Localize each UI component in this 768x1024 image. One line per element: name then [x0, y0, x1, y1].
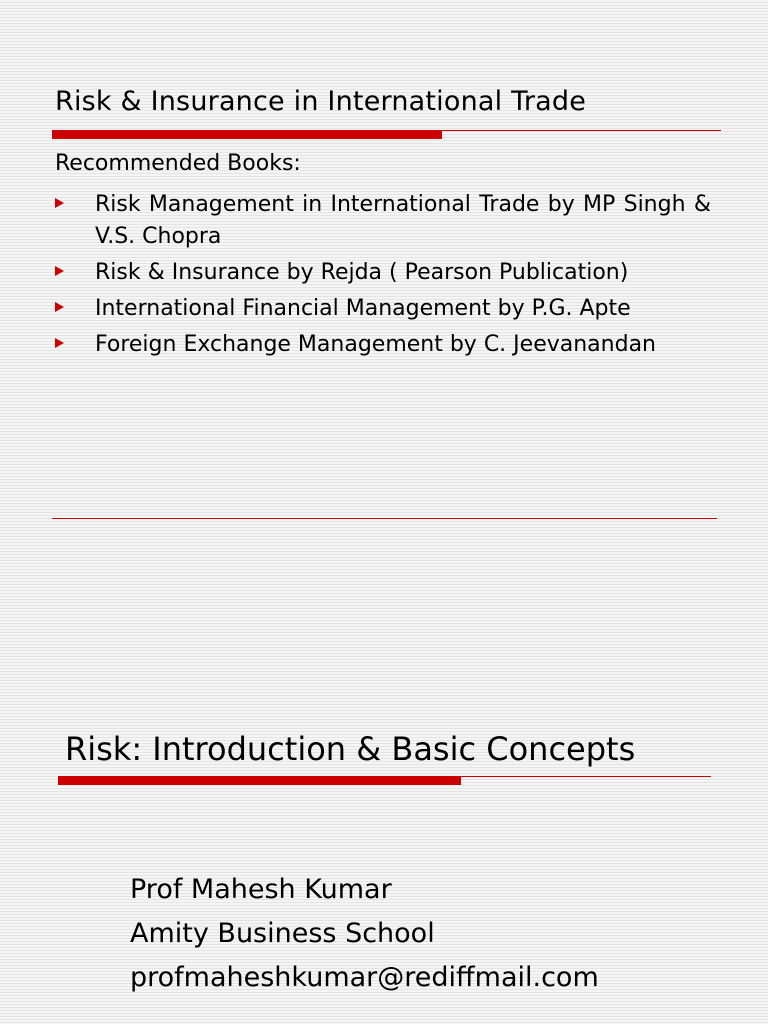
list-item [55, 257, 711, 289]
slide-title: Risk & Insurance in International Trade [55, 86, 587, 117]
author-email: profmaheshkumar@rediffmail.com [130, 962, 599, 993]
book-title: Risk Management in International Trade by MP Singh & V.S. Chopra [95, 192, 711, 249]
arrow-bullet-icon [55, 266, 64, 276]
list-item [55, 189, 711, 253]
book-title: International Financial Management by P.G. Apte [95, 296, 631, 321]
list-item [55, 329, 711, 361]
arrow-bullet-icon [55, 198, 64, 208]
list-item [55, 293, 711, 325]
author-name: Prof Mahesh Kumar [130, 874, 392, 905]
title-underline-thick [52, 131, 442, 139]
book-list [55, 189, 711, 365]
arrow-bullet-icon [55, 302, 64, 312]
author-block [130, 868, 599, 1000]
recommended-books-heading: Recommended Books: [55, 151, 301, 176]
arrow-bullet-icon [55, 338, 64, 348]
slide-separator [52, 518, 717, 519]
slide-introduction [0, 520, 768, 1024]
book-title: Foreign Exchange Management by C. Jeevanandan [95, 332, 656, 357]
book-title: Risk & Insurance by Rejda ( Pearson Publication) [95, 260, 629, 285]
title-underline-thick [58, 777, 461, 785]
slide-title: Risk: Introduction & Basic Concepts [65, 730, 636, 768]
institution-name: Amity Business School [130, 918, 435, 949]
